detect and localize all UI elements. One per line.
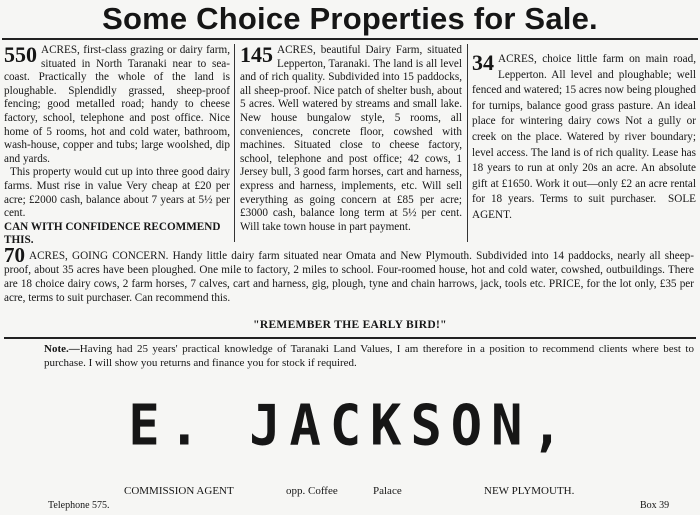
ad-145-acres <box>240 44 462 234</box>
slogan: "REMEMBER THE EARLY BIRD!" <box>253 319 447 331</box>
ad-550-acres <box>4 44 230 248</box>
advertiser-address-2: Palace <box>373 485 402 497</box>
ad-34-acres <box>472 52 696 224</box>
note-body: Having had 25 years' practical knowledge of Taranaki Land Values, I am therefore in a position to recommend clients where best to purchase. I will show you returns and finance you for stock if required. <box>44 343 694 369</box>
box-number: Box 39 <box>640 500 670 511</box>
note-lead: Note.— <box>44 343 80 355</box>
ad4-acre-number: 70 <box>4 243 25 267</box>
advertiser-town: NEW PLYMOUTH. <box>484 485 575 497</box>
note-paragraph <box>44 342 694 370</box>
column-divider-2 <box>467 44 468 242</box>
top-rule <box>2 38 698 40</box>
advertiser-title: COMMISSION AGENT <box>124 485 234 497</box>
ad2-acre-number: 145 <box>240 42 273 67</box>
ad3-sole-agent: SOLE AGENT. <box>472 193 697 221</box>
ad3-acre-number: 34 <box>472 50 494 75</box>
ad1-body: ACRES, first-class grazing or dairy farm, situated in North Taranaki near to sea-coast. Practically the whole of the land is ploughable. Splendidly grassed, sheep-proof fencing; good metalled road; handy to cheese factory, school, telephone and post office. Nice home of 5 rooms, hot and cold water, bathroom, wash-house, copper and tubs; large woolshed, dip and yards. <box>4 44 230 165</box>
ad4-body: ACRES, GOING CONCERN. Handy little dairy farm situated near Omata and New Plymouth. Subdivided into 14 paddocks, nearly all sheep-proof, about 35 acres have been ploughed. One mile to factory, 2 miles to school. Four-roomed house, hot and cold water, cowshed, outbuildings. There are 18 choice dairy cows, 2 farm horses, 7 calves, cart and harness, gig, plough, tyne and chain harrows, jack, tools etc. PRICE, for the lot only, £35 per acre, terms to suit purchaser. Can recommend this. <box>4 250 694 304</box>
headline: Some Choice Properties for Sale. <box>102 1 598 36</box>
ad3-body: ACRES, choice little farm on main road, Lepperton. All level and ploughable; well fenced and watered; 15 acres now being ploughed for turnips, balance good grass pasture. An ideal place for wintering dairy cows Not a gully or creek on the place. Watered by river boundary; level access. The land is of rich quality. Lease has 18 years to run at only 20s an acre. An absolute gift at £1650. Work it out—only £2 an acre rental for 18 years. Terms to suit purchaser. <box>472 53 696 206</box>
ad1-body-2: This property would cut up into three good dairy farms. Must rise in value Very cheap at £20 per acre; £2000 cash, balance about 7 years at 5½ per cent. <box>4 166 230 220</box>
ad-70-acres <box>4 243 694 305</box>
advertiser-name: E. JACKSON, <box>128 393 572 459</box>
telephone-number: Telephone 575. <box>48 500 110 511</box>
ad1-acre-number: 550 <box>4 42 37 67</box>
ad2-body: ACRES, beautiful Dairy Farm, situated Lepperton, Taranaki. The land is all level and of rich quality. Subdivided into 15 paddocks, all sheep-proof. Nice patch of shelter bush, about 5 acres. Well watered by streams and small lake. New house bungalow style, 5 rooms, all conveniences, concrete floor, cowshed with machines. Situated close to cheese factory, school, telephone and post office; 42 cows, 1 Jersey bull, 3 good farm horses, cart and harness, express and harness, implements, etc. Will sell everything as going concern at £85 per acre; £3000 cash, balance long term at 5½ per cent. Will take town house in part payment. <box>240 44 462 233</box>
column-divider-1 <box>234 44 235 242</box>
advertiser-address-1: opp. Coffee <box>286 485 338 497</box>
middle-rule <box>4 337 696 339</box>
ad1-recommendation: CAN WITH CONFIDENCE RECOMMEND THIS. <box>4 220 221 247</box>
